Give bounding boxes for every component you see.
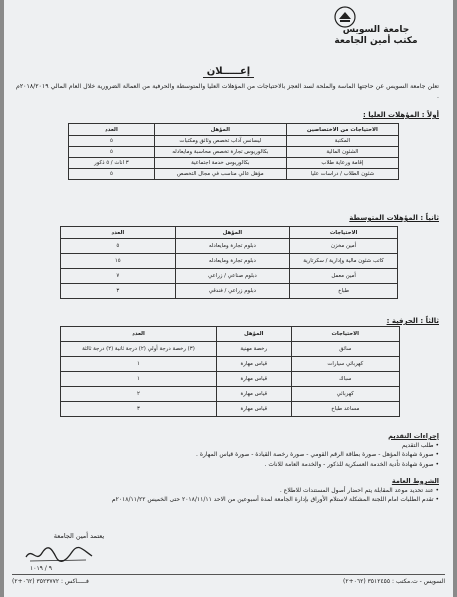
section-heading-craft: ثالثاً : الحرفية : [386, 317, 439, 325]
list-item: • صورة شهادة تأدية الخدمة العسكرية للذكور - والخدمة العامة للاناث . [19, 460, 439, 469]
general-conditions [19, 477, 439, 505]
table-row: كهربائي سيارات قياس مهارة ١ [61, 357, 400, 372]
table-row: أمين معمل دبلوم صناعي / زراعي ٧ [61, 269, 398, 284]
table-row: المكتبة ليسانس آداب تخصص وثائق ومكتبات ٥ [69, 136, 399, 147]
table-row: سائق رخصة مهنية (٣) رخصة درجة أولي (٢) درجة ثانية (٢) درجة ثالثة [61, 342, 400, 357]
table-row: كاتب شئون مالية وإدارية / سكرتارية دبلوم تجارة ومايعادله ١٥ [61, 254, 398, 269]
col-header: العدد [61, 327, 217, 342]
col-header: المؤهل [154, 124, 286, 136]
list-item: • تقدم الطلبات امام اللجنة المشكلة لاستلام الأوراق بإدارة الجامعة لمدة أسبوعين من الاحد ٢٠١٨/١١/١١ حتى الخميس ٢٠١٨/١١/٢٢م [19, 495, 439, 504]
announcement-document [4, 0, 453, 597]
signature-date: ٩ / ١٠١٩ [30, 565, 52, 572]
col-header: الاحتياجات من الاختصاصين [286, 124, 398, 136]
page-title: إعـــــلان [4, 66, 453, 77]
list-item: • طلب التقديم [19, 441, 439, 450]
table-row: الشئون المالية بكالوريوس تجارة تخصص محاسبة ومايعادله ٥ [69, 147, 399, 158]
table-medium-qualifications [60, 226, 398, 299]
col-header: المؤهل [216, 327, 291, 342]
procedures-heading: إجراءات التقديم [388, 432, 439, 440]
application-procedures [19, 432, 439, 469]
list-item: • صورة شهادة المؤهل - صورة بطاقة الرقم القومي - صورة رخصة القيادة - صورة قياس المهارة . [19, 450, 439, 459]
conditions-heading: الشروط العامة [391, 477, 439, 485]
col-header: الاحتياجات [291, 327, 399, 342]
section-heading-high: أولاً : المؤهلات العليا : [363, 111, 439, 119]
col-header: العدد [61, 227, 176, 239]
table-row: أمين مخزن دبلوم تجارة ومايعادله ٥ [61, 239, 398, 254]
footer-fax: فـــــاكس : ٣٥٢٣٧٧٢ (٠٦٢+٢) [12, 578, 89, 585]
footer-office-phone: السويس - ت.مكتب : ٣٥١٢٤٥٥ (٠٦٢+٢) [343, 578, 445, 585]
intro-paragraph: تعلن جامعة السويس عن حاجتها الماسة والملحة لسد العجز بالاحتياجات من المؤهلات العليا والمتوسطة والحرفية من العمالة الضرورية خلال العام المالي ٢٠١٨/٢٠١٩م . [16, 83, 439, 100]
organization-header [331, 25, 421, 47]
handwritten-signature [22, 543, 102, 565]
col-header: المؤهل [175, 227, 290, 239]
table-row: سباك قياس مهارة ١ [61, 372, 400, 387]
org-office: مكتب أمين الجامعة [334, 36, 418, 46]
table-craft-qualifications [60, 326, 400, 417]
signature-label: يعتمد أمين الجامعة [53, 532, 105, 540]
list-item: • عند تحديد موعد المقابلة يتم احضار أصول المستندات للاطلاع . [19, 486, 439, 495]
table-row: طباخ دبلوم زراعي / فندقي ٣ [61, 284, 398, 299]
table-row: مساعد طباخ قياس مهارة ٣ [61, 402, 400, 417]
table-row: كهربائي قياس مهارة ٢ [61, 387, 400, 402]
footer-contact [12, 578, 445, 585]
table-high-qualifications [68, 123, 399, 180]
col-header: الاحتياجات [290, 227, 398, 239]
section-heading-medium: ثانياً : المؤهلات المتوسطة [349, 214, 439, 222]
signature-block [24, 532, 134, 540]
table-row: شئون الطلاب / دراسات عليا مؤهل عالي مناسب في مجال التخصص ٥ [69, 169, 399, 180]
col-header: العدد [69, 124, 155, 136]
org-name: جامعة السويس [342, 25, 410, 35]
footer-divider [12, 574, 445, 575]
table-row: إقامة ورعاية طلاب بكالوريوس خدمة اجتماعية ٣ اناث / ٥ ذكور [69, 158, 399, 169]
